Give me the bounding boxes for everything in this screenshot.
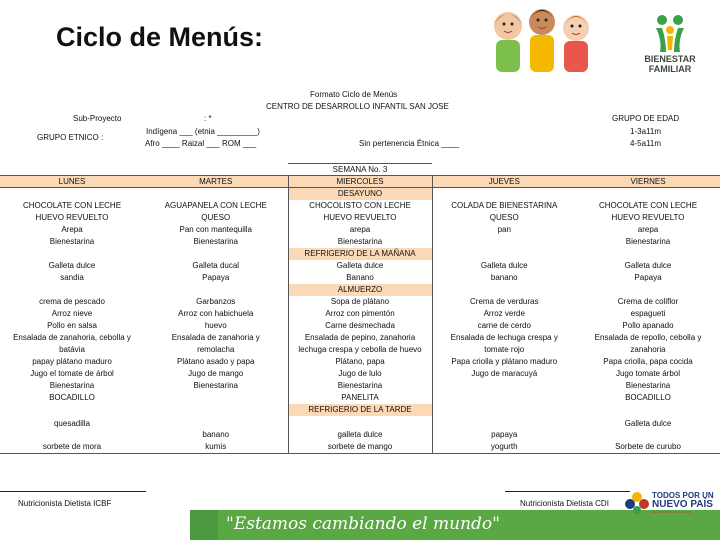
menu-cell: Ensalada de lechuga crespa y bbox=[450, 333, 558, 342]
menu-cell bbox=[432, 236, 576, 248]
menu-cell: Galleta dulce bbox=[48, 261, 96, 270]
section-desayuno: DESAYUNO bbox=[288, 188, 432, 200]
day-header: JUEVES bbox=[432, 176, 576, 188]
menu-cell: Papa criolla, papa cocida bbox=[603, 357, 693, 366]
menu-cell: crema de pescado bbox=[39, 297, 105, 306]
menu-cell: Galleta dulce bbox=[288, 260, 432, 272]
menu-cell: BOCADILLO bbox=[625, 393, 671, 402]
menu-cell: batávia bbox=[59, 345, 85, 354]
menu-cell: Carne desmechada bbox=[288, 320, 432, 332]
day-header: VIERNES bbox=[576, 176, 720, 188]
menu-cell: yogurth bbox=[432, 440, 576, 454]
flower-icon bbox=[622, 490, 652, 516]
bienestar-familiar-logo bbox=[630, 10, 710, 82]
day-header: MARTES bbox=[144, 176, 288, 188]
sin-pertenencia-field: Sin pertenencia Étnica ____ bbox=[359, 139, 460, 148]
menu-cell: HUEVO REVUELTO bbox=[35, 213, 109, 222]
menu-cell: QUESO bbox=[489, 213, 519, 222]
gov-logo-line1: TODOS POR UN bbox=[652, 491, 714, 500]
menu-table bbox=[0, 163, 720, 454]
menu-cell: Arroz verde bbox=[483, 309, 525, 318]
menu-cell: papay plátano maduro bbox=[32, 357, 112, 366]
menu-cell: pan bbox=[497, 225, 511, 234]
menu-cell: Arroz con habichuela bbox=[178, 309, 254, 318]
menu-cell: arepa bbox=[288, 224, 432, 236]
slogan-text: "Estamos cambiando el mundo" bbox=[226, 514, 500, 534]
grupo-etnico-label: GRUPO ETNICO : bbox=[37, 133, 104, 142]
menu-cell: Bienestarina bbox=[288, 380, 432, 392]
menu-cell: sorbete de mora bbox=[0, 440, 144, 454]
signature-left: Nutricionista Dietista ICBF bbox=[18, 499, 112, 508]
menu-cell: Jugo de maracuyá bbox=[471, 369, 538, 378]
brand-line1: BIENESTAR bbox=[644, 54, 696, 64]
menu-cell: Pollo apanado bbox=[622, 321, 674, 330]
menu-cell: CHOCOLATE CON LECHE bbox=[598, 201, 698, 210]
menu-cell: Bienestarina bbox=[193, 381, 238, 390]
menu-cell bbox=[432, 392, 576, 404]
menu-cell: Jugo tomate árbol bbox=[615, 369, 681, 378]
day-header: LUNES bbox=[0, 176, 144, 188]
grupo-edad-2: 4-5a11m bbox=[630, 139, 661, 148]
menu-cell: papaya bbox=[491, 429, 518, 439]
menu-cell: Arepa bbox=[61, 225, 83, 234]
brand-line2: FAMILIAR bbox=[648, 64, 692, 74]
menu-cell: Banano bbox=[288, 272, 432, 284]
menu-cell: Sorbete de curubo bbox=[576, 440, 720, 454]
menu-cell: Ensalada de repollo, cebolla y bbox=[594, 333, 702, 342]
children-illustration bbox=[480, 0, 610, 72]
menu-cell: CHOCOLISTO CON LECHE bbox=[288, 200, 432, 212]
menu-cell: galleta dulce bbox=[288, 416, 432, 440]
format-title: Formato Ciclo de Menús bbox=[310, 90, 398, 99]
menu-cell: Sopa de plátano bbox=[288, 296, 432, 308]
indigena-field: Indígena ___ (etnia _________) bbox=[146, 127, 260, 136]
menu-cell: HUEVO REVUELTO bbox=[288, 212, 432, 224]
menu-cell: HUEVO REVUELTO bbox=[611, 213, 685, 222]
menu-cell: Pan con mantequilla bbox=[179, 225, 252, 234]
menu-cell: lechuga crespa y cebolla de huevo bbox=[288, 344, 432, 356]
section-refrigerio-tarde: REFRIGERIO DE LA TARDE bbox=[288, 404, 432, 416]
menu-cell: kumis bbox=[144, 440, 288, 454]
menu-cell: Papaya bbox=[634, 273, 662, 282]
menu-cell: COLADA DE BIENESTARINA bbox=[451, 201, 558, 210]
signature-line-left bbox=[0, 491, 146, 492]
menu-cell: Papa criolla y plátano maduro bbox=[451, 357, 558, 366]
signature-line-right bbox=[505, 491, 630, 492]
menu-cell bbox=[144, 392, 288, 404]
todos-por-un-nuevo-pais-logo bbox=[620, 488, 720, 518]
menu-cell: Garbanzos bbox=[196, 297, 236, 306]
gov-logo-sub: PAZ EQUIDAD EDUCACIÓN bbox=[652, 510, 691, 514]
menu-cell: Bienestarina bbox=[288, 236, 432, 248]
menu-cell: Plátano asado y papa bbox=[177, 357, 255, 366]
grupo-edad-label: GRUPO DE EDAD bbox=[612, 114, 680, 123]
week-label: SEMANA No. 3 bbox=[288, 164, 432, 176]
menu-cell: Bienestarina bbox=[49, 237, 95, 246]
menu-cell: QUESO bbox=[201, 213, 231, 222]
section-almuerzo: ALMUERZO bbox=[288, 284, 432, 296]
menu-cell: CHOCOLATE CON LECHE bbox=[22, 201, 122, 210]
menu-cell: remolacha bbox=[197, 345, 235, 354]
menu-cell: Jugo de lulo bbox=[288, 368, 432, 380]
menu-cell: PANELITA bbox=[288, 392, 432, 404]
menu-cell: Crema de verduras bbox=[470, 297, 539, 306]
menu-cell: espagueti bbox=[630, 309, 666, 318]
menu-cell: tomate rojo bbox=[484, 345, 525, 354]
menu-cell: zanahoria bbox=[630, 345, 666, 354]
menu-cell: arepa bbox=[637, 225, 659, 234]
gov-logo-line2: NUEVO PAÍS bbox=[652, 499, 713, 510]
menu-cell: Bienestarina bbox=[625, 237, 671, 246]
grupo-edad-1: 1-3a11m bbox=[630, 127, 661, 136]
menu-cell: Bienestarina bbox=[49, 381, 95, 390]
menu-cell: Jugo de mango bbox=[188, 369, 244, 378]
menu-cell: Jugo el tomate de árbol bbox=[30, 369, 114, 378]
menu-cell: sorbete de mango bbox=[288, 440, 432, 454]
menu-cell: Ensalada de pepino, zanahoria bbox=[288, 332, 432, 344]
menu-cell: banano bbox=[490, 273, 518, 282]
menu-cell: Bienestarina bbox=[625, 381, 671, 390]
afro-raizal-rom-field: Afro ____ Raizal ___ ROM ___ bbox=[145, 139, 257, 148]
menu-cell: sandia bbox=[60, 273, 84, 282]
menu-cell: Ensalada de zanahoria y bbox=[171, 333, 260, 342]
signature-right: Nutricionista Dietista CDI bbox=[520, 499, 609, 508]
menu-cell: Papaya bbox=[202, 273, 230, 282]
menu-cell: Galleta dulce bbox=[624, 418, 672, 428]
subproyecto-label: Sub-Proyecto bbox=[73, 114, 122, 123]
day-header: MIERCOLES bbox=[288, 176, 432, 188]
menu-cell: Ensalada de zanahoria, cebolla y bbox=[13, 333, 131, 342]
subproyecto-value: : * bbox=[204, 114, 212, 123]
page-title: Ciclo de Menús: bbox=[56, 22, 264, 52]
menu-cell: Galleta dulce bbox=[624, 261, 672, 270]
menu-cell: Arroz nieve bbox=[51, 309, 93, 318]
section-refrigerio-manana: REFRIGERIO DE LA MAÑANA bbox=[288, 248, 432, 260]
menu-cell: quesadilla bbox=[53, 418, 91, 428]
menu-cell: Plátano, papa bbox=[288, 356, 432, 368]
menu-cell: banano bbox=[202, 429, 230, 439]
center-name: CENTRO DE DESARROLLO INFANTIL SAN JOSE bbox=[266, 102, 449, 111]
menu-cell: Arroz con pimentón bbox=[288, 308, 432, 320]
menu-cell: Galleta ducal bbox=[192, 261, 240, 270]
menu-cell: Bienestarina bbox=[193, 237, 238, 246]
menu-cell: AGUAPANELA CON LECHE bbox=[164, 201, 267, 210]
menu-cell: huevo bbox=[204, 321, 227, 330]
menu-cell: Pollo en salsa bbox=[47, 321, 97, 330]
menu-cell: carne de cerdo bbox=[477, 321, 531, 330]
menu-cell bbox=[432, 380, 576, 392]
family-icon bbox=[630, 10, 710, 54]
menu-cell: BOCADILLO bbox=[49, 393, 95, 402]
menu-cell: Crema de coliflor bbox=[617, 297, 679, 306]
menu-cell: Galleta dulce bbox=[480, 261, 528, 270]
